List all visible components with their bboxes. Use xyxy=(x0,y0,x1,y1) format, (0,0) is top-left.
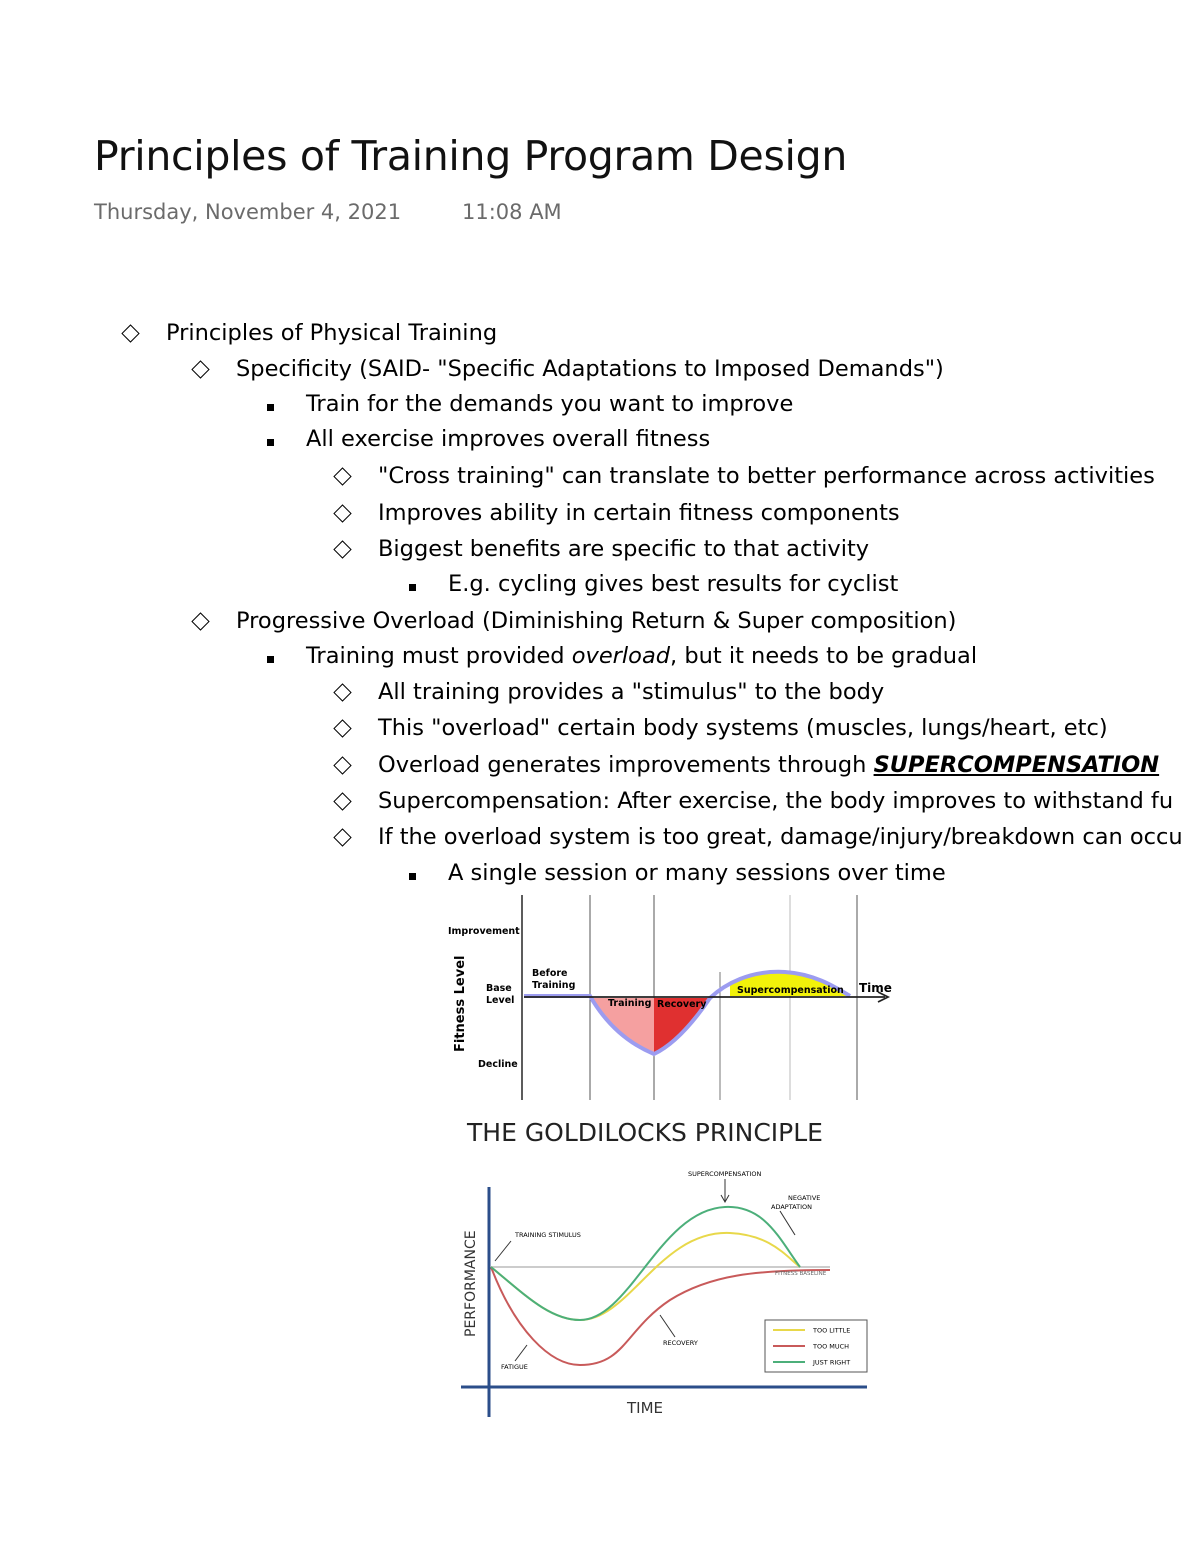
fig2-neg-annot-1: NEGATIVE xyxy=(788,1194,821,1202)
legend-label: TOO MUCH xyxy=(813,1342,850,1351)
too-little-curve xyxy=(491,1233,800,1320)
outline-item: All training provides a "stimulus" to the body xyxy=(378,679,885,705)
emphasis-text: overload xyxy=(571,643,671,669)
fig1-before-label-2: Training xyxy=(532,980,576,991)
square-bullet-icon xyxy=(258,386,282,422)
fig1-y-label: Fitness Level xyxy=(453,955,468,1052)
diamond-bullet-icon xyxy=(188,351,212,387)
fig2-title: THE GOLDILOCKS PRINCIPLE xyxy=(467,1118,823,1147)
fig2-x-label: TIME xyxy=(627,1399,664,1417)
fig2-baseline-annot: FITNESS BASELINE xyxy=(775,1271,827,1277)
outline-item: Training must provided overload, but it needs to be gradual xyxy=(306,643,978,669)
fig2-neg-annot-2: ADAPTATION xyxy=(771,1203,812,1211)
square-bullet-icon xyxy=(258,638,282,674)
diamond-bullet-icon xyxy=(330,819,354,855)
legend-label: TOO LITTLE xyxy=(813,1326,851,1335)
outline-item: A single session or many sessions over time xyxy=(448,860,946,886)
square-bullet-icon xyxy=(258,421,282,457)
fig2-fatigue-annot: FATIGUE xyxy=(501,1363,528,1371)
outline-item: If the overload system is too great, damage/injury/breakdown can occu xyxy=(378,824,1183,850)
fig1-base-label-1: Base xyxy=(486,983,512,994)
fig1-supercomp-label: Supercompensation xyxy=(737,985,844,996)
outline-item: All exercise improves overall fitness xyxy=(306,426,711,452)
fig1-training-label: Training xyxy=(608,998,652,1009)
outline-item: Principles of Physical Training xyxy=(166,320,498,346)
fig1-decline-label: Decline xyxy=(478,1059,518,1070)
fig2-y-label: PERFORMANCE xyxy=(463,1230,479,1337)
fig1-before-label-1: Before xyxy=(532,968,568,979)
fig2-supercomp-annot: SUPERCOMPENSATION xyxy=(688,1170,762,1178)
strong-emphasis-text: SUPERCOMPENSATION xyxy=(873,752,1160,778)
page-title: Principles of Training Program Design xyxy=(94,132,848,180)
outline-item: "Cross training" can translate to better performance across activities xyxy=(378,463,1155,489)
supercompensation-figure xyxy=(440,892,910,1102)
square-bullet-icon xyxy=(400,855,424,891)
outline-item: Specificity (SAID- "Specific Adaptations to Imposed Demands") xyxy=(236,356,944,382)
diamond-bullet-icon xyxy=(330,783,354,819)
just-right-curve xyxy=(491,1207,800,1320)
diamond-bullet-icon xyxy=(330,458,354,494)
page-date: Thursday, November 4, 2021 xyxy=(94,200,402,224)
outline-item: Overload generates improvements through SUPERCOMPENSATION xyxy=(378,752,1160,778)
diamond-bullet-icon xyxy=(330,710,354,746)
page-time: 11:08 AM xyxy=(462,200,562,224)
outline-item: Biggest benefits are specific to that activity xyxy=(378,536,870,562)
outline-item: Progressive Overload (Diminishing Return & Super composition) xyxy=(236,608,957,634)
fig1-recovery-label: Recovery xyxy=(657,999,707,1010)
diamond-bullet-icon xyxy=(330,674,354,710)
fig1-time-label: Time xyxy=(859,981,892,995)
page-cutoff-overlay xyxy=(0,1436,1200,1553)
diamond-bullet-icon xyxy=(330,531,354,567)
fig2-recovery-annot: RECOVERY xyxy=(663,1339,698,1347)
diamond-bullet-icon xyxy=(330,747,354,783)
diamond-bullet-icon xyxy=(188,603,212,639)
fig1-base-label-2: Level xyxy=(486,995,515,1006)
fig2-stimulus-annot: TRAINING STIMULUS xyxy=(515,1231,581,1239)
goldilocks-figure xyxy=(455,1115,875,1425)
outline-item: E.g. cycling gives best results for cyclist xyxy=(448,571,899,597)
diamond-bullet-icon xyxy=(330,495,354,531)
legend-label: JUST RIGHT xyxy=(813,1358,851,1367)
diamond-bullet-icon xyxy=(118,315,142,351)
outline-item: Improves ability in certain fitness components xyxy=(378,500,900,526)
outline-item: Train for the demands you want to improve xyxy=(306,391,794,417)
square-bullet-icon xyxy=(400,566,424,602)
outline-item: Supercompensation: After exercise, the body improves to withstand fu xyxy=(378,788,1174,814)
outline-item: This "overload" certain body systems (muscles, lungs/heart, etc) xyxy=(378,715,1108,741)
fig1-improvement-label: Improvement xyxy=(448,926,520,937)
